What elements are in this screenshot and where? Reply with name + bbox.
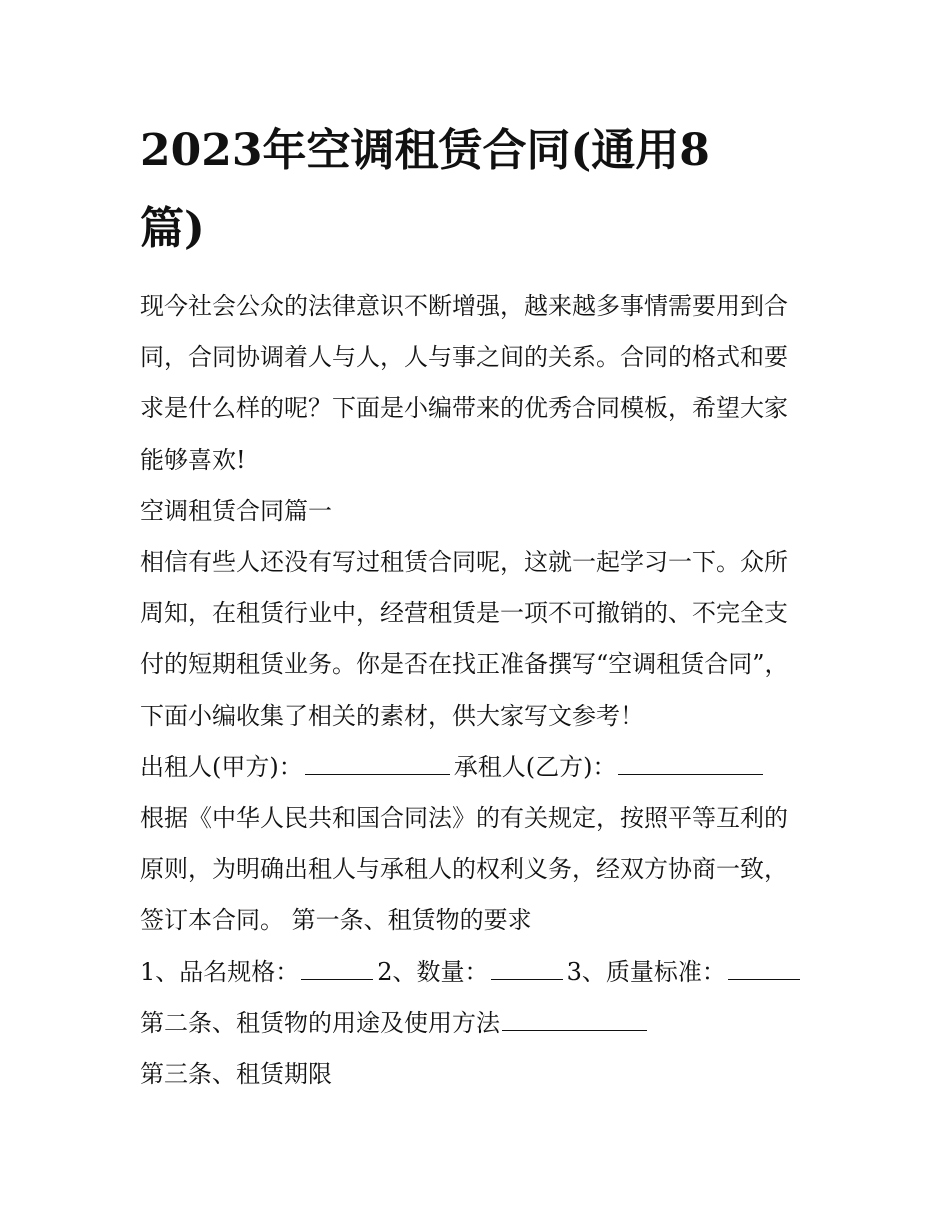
spec-items-line	[140, 947, 820, 998]
intro-paragraph	[140, 281, 820, 486]
basis-paragraph	[140, 793, 820, 947]
article-2-text: 第二条、租赁物的用途及使用方法	[140, 1008, 500, 1037]
paragraph-line: 付的短期租赁业务。你是否在找正准备撰写“空调租赁合同”，	[140, 650, 789, 679]
paragraph-line: 根据《中华人民共和国合同法》的有关规定，按照平等互利的	[140, 804, 788, 833]
article-2	[140, 998, 820, 1049]
title-line-2: 篇)	[140, 203, 205, 254]
paragraph-line: 同，合同协调着人与人，人与事之间的关系。合同的格式和要	[140, 343, 788, 372]
paragraph-line: 相信有些人还没有写过租赁合同呢，这就一起学习一下。众所	[140, 548, 788, 577]
document-title	[140, 112, 820, 268]
section-heading-text: 空调租赁合同篇一	[140, 496, 332, 525]
article-3	[140, 1049, 820, 1100]
lessor-label: 出租人(甲方)：	[140, 752, 303, 781]
spec-name-blank	[301, 955, 373, 980]
lessor-blank	[305, 750, 450, 775]
spec-quality-blank	[728, 955, 800, 980]
paragraph-line: 能够喜欢!	[140, 445, 246, 474]
paragraph-line: 求是什么样的呢？下面是小编带来的优秀合同模板，希望大家	[140, 394, 788, 423]
parties-line	[140, 742, 820, 793]
paragraph-line: 周知，在租赁行业中，经营租赁是一项不可撤销的、不完全支	[140, 599, 788, 628]
spec-quantity-blank	[491, 955, 563, 980]
document-body	[140, 281, 820, 1100]
spec-item-quality: 3、质量标准：	[566, 957, 726, 986]
article-3-text: 第三条、租赁期限	[140, 1060, 332, 1089]
article-2-row	[140, 998, 820, 1049]
spec-item-quantity: 2、数量：	[377, 957, 489, 986]
lessee-blank	[618, 750, 763, 775]
title-line-1: 2023年空调租赁合同(通用8	[140, 125, 710, 176]
spec-item-name: 1、品名规格：	[140, 957, 300, 986]
section-heading	[140, 486, 820, 537]
section-intro-paragraph	[140, 537, 820, 742]
paragraph-line: 签订本合同。 第一条、租赁物的要求	[140, 906, 532, 935]
lessee-label: 承租人(乙方)：	[453, 752, 617, 781]
paragraph-line: 现今社会公众的法律意识不断增强，越来越多事情需要用到合	[140, 292, 788, 320]
paragraph-line: 下面小编收集了相关的素材，供大家写文参考！	[140, 701, 644, 730]
article-2-blank	[502, 1006, 647, 1031]
spec-items-row	[140, 947, 820, 998]
paragraph-line: 原则，为明确出租人与承租人的权利义务，经双方协商一致，	[140, 855, 788, 884]
parties-row	[140, 742, 820, 793]
